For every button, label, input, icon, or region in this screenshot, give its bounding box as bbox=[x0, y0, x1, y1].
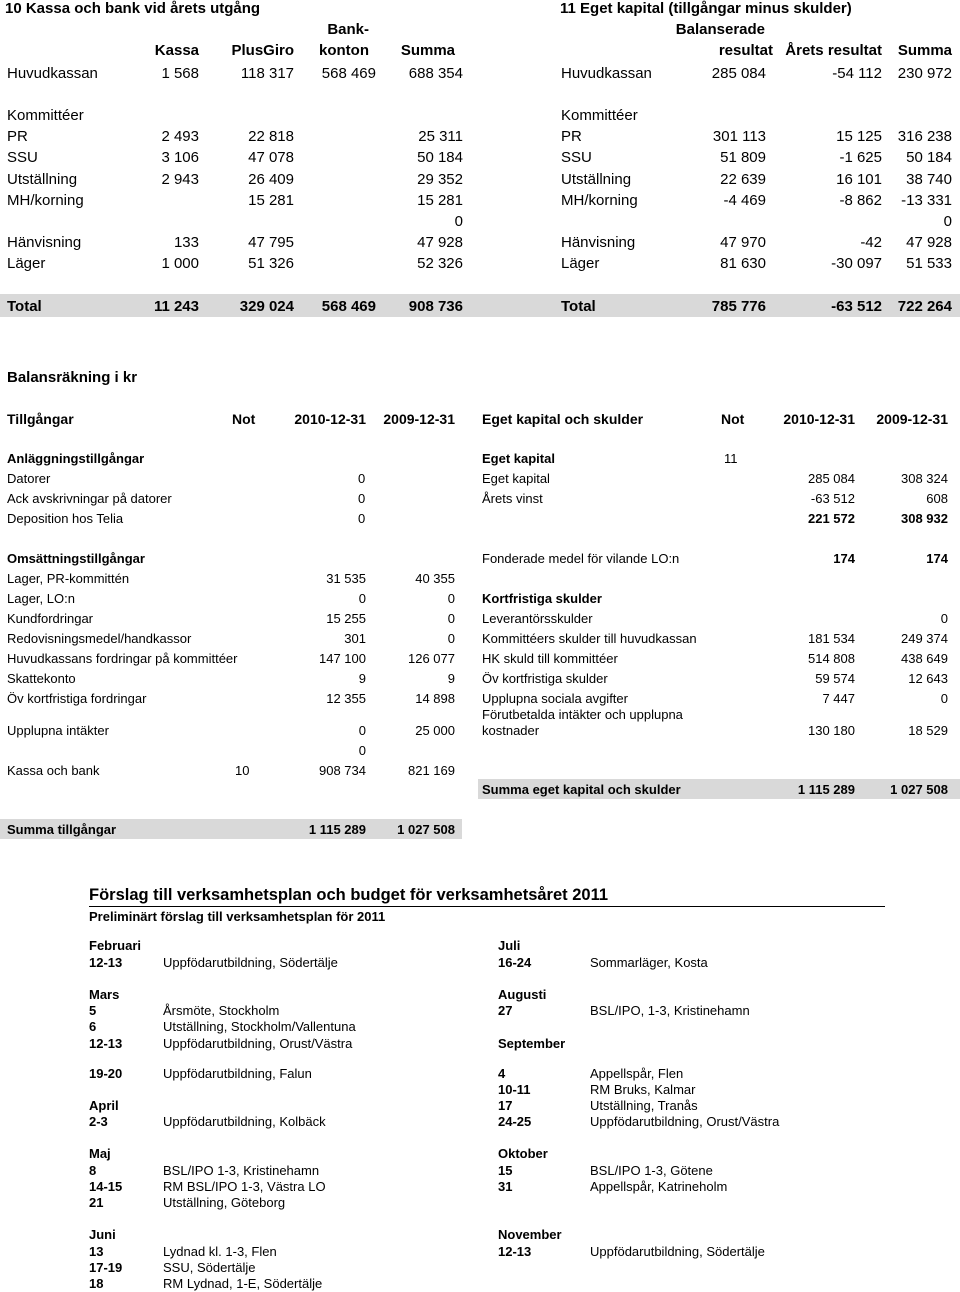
table-cell: 16 101 bbox=[836, 170, 882, 188]
col-header: Not bbox=[721, 411, 745, 427]
table-row-label: Huvudkassan bbox=[7, 65, 98, 82]
total-cell: 1 027 508 bbox=[890, 782, 948, 797]
col-header: Not bbox=[232, 411, 256, 427]
balance-cell: 12 355 bbox=[326, 691, 366, 706]
table-row-label: Kommittéer bbox=[561, 107, 638, 125]
plan-date: 8 bbox=[89, 1163, 97, 1178]
table-cell: 47 078 bbox=[248, 149, 294, 167]
table-cell: 15 125 bbox=[836, 128, 882, 146]
plan-date: 15 bbox=[498, 1163, 513, 1178]
total-cell: 568 469 bbox=[321, 298, 376, 315]
table-cell: 47 970 bbox=[720, 233, 766, 251]
balance-cell: 0 bbox=[447, 611, 455, 626]
title-underline bbox=[89, 906, 885, 907]
balance-row-label: Kortfristiga skulder bbox=[482, 591, 602, 606]
plan-date: 10-11 bbox=[498, 1082, 531, 1097]
total-cell: 1 027 508 bbox=[397, 822, 455, 837]
table-row-label: Hänvisning bbox=[561, 233, 636, 251]
plan-month: Februari bbox=[89, 938, 142, 953]
balance-row-label: Eget kapital bbox=[482, 471, 550, 486]
plan-title: Förslag till verksamhetsplan och budget för verksamhetsåret 2011 bbox=[89, 886, 609, 904]
balance-cell: 59 574 bbox=[815, 671, 855, 686]
balance-cell: 0 bbox=[447, 631, 455, 646]
balance-cell: 14 898 bbox=[415, 691, 455, 706]
total-cell: 908 736 bbox=[408, 298, 463, 315]
balance-row-label: Omsättningstillgångar bbox=[7, 551, 145, 566]
balance-cell: 9 bbox=[358, 671, 366, 686]
table-row-label: Utställning bbox=[7, 170, 78, 188]
table-row-label: Huvudkassan bbox=[561, 65, 652, 82]
table-cell: 15 281 bbox=[248, 191, 294, 209]
plan-date: 13 bbox=[89, 1244, 104, 1259]
col-header: konton bbox=[319, 42, 369, 59]
total-cell: 329 024 bbox=[239, 298, 294, 315]
table-cell: -42 bbox=[860, 233, 882, 251]
total-label: Total bbox=[561, 298, 596, 315]
totals-band bbox=[0, 294, 960, 317]
plan-event: Uppfödarutbildning, Orust/Västra bbox=[590, 1114, 780, 1129]
balance-row-label: Deposition hos Telia bbox=[7, 511, 124, 526]
plan-date: 4 bbox=[498, 1066, 506, 1081]
balance-cell: 0 bbox=[447, 591, 455, 606]
table-cell: -1 625 bbox=[839, 149, 882, 167]
total-cell: -63 512 bbox=[831, 298, 882, 315]
balance-cell: 12 643 bbox=[908, 671, 948, 686]
balance-row-label: Redovisningsmedel/handkassor bbox=[7, 631, 192, 646]
plan-event: SSU, Södertälje bbox=[163, 1260, 256, 1275]
table-cell: 688 354 bbox=[408, 65, 463, 82]
total-label: Summa eget kapital och skulder bbox=[482, 782, 681, 797]
balance-row-label: Huvudkassans fordringar på kommittéer bbox=[7, 651, 238, 666]
table-cell: 47 928 bbox=[417, 233, 463, 251]
table-cell: 316 238 bbox=[897, 128, 952, 146]
table-cell: 1 568 bbox=[161, 65, 199, 82]
table-cell: 0 bbox=[943, 212, 952, 230]
table-cell: 285 084 bbox=[711, 65, 766, 82]
table-row-label: Läger bbox=[7, 254, 46, 272]
table-row-label: Hänvisning bbox=[7, 233, 82, 251]
plan-event: Uppfödarutbildning, Kolbäck bbox=[163, 1114, 326, 1129]
plan-month: September bbox=[498, 1036, 566, 1051]
balance-row-label: Eget kapital bbox=[482, 451, 555, 466]
table-row-label: MH/korning bbox=[561, 191, 638, 209]
balance-note: 0 bbox=[358, 471, 366, 486]
balance-row-label: Skattekonto bbox=[7, 671, 76, 686]
section-11-title: 11 Eget kapital (tillgångar minus skulder) bbox=[560, 0, 852, 17]
balance-cell: 0 bbox=[358, 723, 366, 738]
table-cell: 22 639 bbox=[720, 170, 766, 188]
table-cell: 47 928 bbox=[906, 233, 952, 251]
plan-date: 24-25 bbox=[498, 1114, 532, 1129]
total-cell: 1 115 289 bbox=[308, 822, 366, 837]
balance-row-label: Lager, LO:n bbox=[7, 591, 75, 606]
balance-cell: 249 374 bbox=[901, 631, 948, 646]
table-cell: 47 795 bbox=[248, 233, 294, 251]
balance-row-label: Upplupna sociala avgifter bbox=[482, 691, 628, 706]
balance-row-label: Upplupna intäkter bbox=[7, 723, 109, 738]
col-header: 2009-12-31 bbox=[876, 411, 948, 427]
col-header: Eget kapital och skulder bbox=[482, 411, 644, 427]
plan-event: Utställning, Tranås bbox=[590, 1098, 698, 1113]
balance-row-label: Lager, PR-kommittén bbox=[7, 571, 130, 586]
plan-month: November bbox=[498, 1227, 562, 1242]
plan-date: 18 bbox=[89, 1276, 104, 1291]
col-header: Summa bbox=[400, 42, 455, 59]
plan-month: Augusti bbox=[498, 987, 547, 1002]
col-header: Balanserade bbox=[675, 21, 765, 38]
plan-date: 2-3 bbox=[89, 1114, 108, 1129]
plan-event: Utställning, Göteborg bbox=[163, 1195, 286, 1210]
balance-cell: 514 808 bbox=[808, 651, 855, 666]
plan-date: 14-15 bbox=[89, 1179, 123, 1194]
plan-event: Uppfödarutbildning, Orust/Västra bbox=[163, 1036, 353, 1051]
plan-event: Uppfödarutbildning, Falun bbox=[163, 1066, 312, 1081]
col-header: Tillgångar bbox=[7, 411, 74, 427]
plan-event: BSL/IPO 1-3, Götene bbox=[590, 1163, 713, 1178]
balance-row-label: Ack avskrivningar på datorer bbox=[7, 491, 172, 506]
plan-date: 21 bbox=[89, 1195, 104, 1210]
table-cell: 301 113 bbox=[712, 128, 766, 146]
col-header: 2010-12-31 bbox=[783, 411, 855, 427]
col-header: resultat bbox=[718, 42, 773, 59]
plan-date: 31 bbox=[498, 1179, 513, 1194]
section-10-title: 10 Kassa och bank vid årets utgång bbox=[5, 0, 261, 17]
col-header: PlusGiro bbox=[231, 42, 294, 59]
table-row-label: SSU bbox=[7, 149, 38, 167]
plan-event: RM Lydnad, 1-E, Södertälje bbox=[163, 1276, 323, 1291]
col-header: Årets resultat bbox=[785, 42, 882, 59]
balance-cell: 285 084 bbox=[808, 471, 855, 486]
balance-cell: 0 bbox=[940, 691, 948, 706]
table-cell: 230 972 bbox=[897, 65, 952, 82]
plan-event: Lydnad kl. 1-3, Flen bbox=[163, 1244, 277, 1259]
table-cell: 51 326 bbox=[248, 254, 294, 272]
plan-event: Sommarläger, Kosta bbox=[590, 955, 708, 970]
balance-cell: 40 355 bbox=[415, 571, 455, 586]
table-row-label: PR bbox=[561, 128, 582, 146]
plan-month: Juli bbox=[498, 938, 521, 953]
total-cell: 11 243 bbox=[153, 298, 199, 315]
table-row-label: SSU bbox=[561, 149, 592, 167]
balance-cell: 0 bbox=[358, 743, 366, 758]
table-row-label: MH/korning bbox=[7, 191, 84, 209]
balance-row-label: Kassa och bank bbox=[7, 763, 100, 778]
table-cell: 2 943 bbox=[161, 170, 199, 188]
plan-subtitle: Preliminärt förslag till verksamhetsplan för 2011 bbox=[89, 909, 386, 924]
balance-cell: 31 535 bbox=[326, 571, 366, 586]
col-header: 2010-12-31 bbox=[294, 411, 366, 427]
plan-event: RM Bruks, Kalmar bbox=[590, 1082, 696, 1097]
table-cell: 25 311 bbox=[418, 128, 463, 146]
balance-row-label: Datorer bbox=[7, 471, 51, 486]
balance-cell: 174 bbox=[833, 551, 855, 566]
table-cell: -13 331 bbox=[901, 191, 952, 209]
balance-row-label: Förutbetalda intäkter och upplupna bbox=[482, 707, 683, 722]
table-cell: 50 184 bbox=[417, 149, 463, 167]
plan-month: Maj bbox=[89, 1146, 111, 1161]
table-cell: 81 630 bbox=[720, 254, 766, 272]
table-cell: -30 097 bbox=[831, 254, 882, 272]
balance-cell: 130 180 bbox=[808, 723, 855, 738]
table-cell: 2 493 bbox=[161, 128, 199, 146]
total-cell: 1 115 289 bbox=[797, 782, 855, 797]
balance-cell: 9 bbox=[447, 671, 455, 686]
plan-month: Juni bbox=[89, 1227, 116, 1242]
table-cell: 15 281 bbox=[417, 191, 463, 209]
balance-row-label: Årets vinst bbox=[482, 491, 543, 506]
plan-date: 6 bbox=[89, 1019, 97, 1034]
total-label: Summa tillgångar bbox=[7, 822, 117, 837]
table-cell: 568 469 bbox=[321, 65, 376, 82]
table-cell: 133 bbox=[173, 233, 199, 251]
table-row-label: Läger bbox=[561, 254, 600, 272]
plan-event: BSL/IPO, 1-3, Kristinehamn bbox=[590, 1003, 750, 1018]
balance-cell: 25 000 bbox=[415, 723, 455, 738]
balance-cell: 181 534 bbox=[808, 631, 855, 646]
balance-cell: 308 932 bbox=[901, 511, 948, 526]
balance-cell: 0 bbox=[940, 611, 948, 626]
balance-cell: 147 100 bbox=[319, 651, 366, 666]
balance-cell: 301 bbox=[344, 631, 366, 646]
plan-date: 27 bbox=[498, 1003, 513, 1018]
col-header: Bank- bbox=[327, 21, 369, 38]
table-cell: 22 818 bbox=[248, 128, 294, 146]
balance-cell: 174 bbox=[926, 551, 948, 566]
total-label: Total bbox=[7, 298, 42, 315]
table-cell: -8 862 bbox=[839, 191, 882, 209]
balance-row-label: Anläggningstillgångar bbox=[7, 451, 145, 466]
balance-title: Balansräkning i kr bbox=[7, 369, 138, 386]
table-row-label: Utställning bbox=[561, 170, 632, 188]
table-cell: -54 112 bbox=[832, 65, 882, 82]
plan-event: RM BSL/IPO 1-3, Västra LO bbox=[163, 1179, 326, 1194]
table-cell: 50 184 bbox=[906, 149, 952, 167]
table-cell: 118 317 bbox=[240, 65, 294, 82]
balance-cell: -63 512 bbox=[810, 491, 855, 506]
plan-date: 12-13 bbox=[89, 1036, 123, 1051]
balance-row-label: Öv kortfristiga fordringar bbox=[7, 691, 147, 706]
plan-month: April bbox=[89, 1098, 119, 1113]
table-cell: 1 000 bbox=[161, 254, 199, 272]
balance-note: 0 bbox=[358, 511, 366, 526]
table-cell: 0 bbox=[454, 212, 463, 230]
balance-cell: 908 734 bbox=[319, 763, 366, 778]
plan-date: 19-20 bbox=[89, 1066, 123, 1081]
plan-month: Mars bbox=[89, 987, 120, 1002]
balance-cell: 18 529 bbox=[908, 723, 948, 738]
plan-date: 12-13 bbox=[498, 1244, 532, 1259]
plan-event: BSL/IPO 1-3, Kristinehamn bbox=[163, 1163, 320, 1178]
balance-row-label: Leverantörsskulder bbox=[482, 611, 593, 626]
plan-date: 17 bbox=[498, 1098, 513, 1113]
plan-event: Uppfödarutbildning, Södertälje bbox=[163, 955, 338, 970]
balance-row-label: Kundfordringar bbox=[7, 611, 93, 626]
balance-row-label: HK skuld till kommittéer bbox=[482, 651, 618, 666]
plan-date: 5 bbox=[89, 1003, 97, 1018]
total-cell: 722 264 bbox=[897, 298, 952, 315]
balance-cell: 438 649 bbox=[901, 651, 948, 666]
balance-cell: 821 169 bbox=[408, 763, 455, 778]
balance-cell: 608 bbox=[926, 491, 948, 506]
plan-event: Appellspår, Flen bbox=[590, 1066, 684, 1081]
balance-note: 0 bbox=[358, 491, 366, 506]
table-cell: 29 352 bbox=[417, 170, 463, 188]
balance-cell: 308 324 bbox=[901, 471, 948, 486]
table-cell: 51 809 bbox=[720, 149, 766, 167]
balance-row-label: Öv kortfristiga skulder bbox=[482, 671, 608, 686]
table-row-label: PR bbox=[7, 128, 28, 146]
col-header: Kassa bbox=[154, 42, 199, 59]
total-cell: 785 776 bbox=[711, 298, 766, 315]
table-cell: 51 533 bbox=[906, 254, 952, 272]
plan-date: 12-13 bbox=[89, 955, 123, 970]
balance-cell: 0 bbox=[358, 591, 366, 606]
balance-row-label: Kommittéers skulder till huvudkassan bbox=[482, 631, 697, 646]
balance-cell: 7 447 bbox=[822, 691, 855, 706]
balance-cell: 221 572 bbox=[808, 511, 855, 526]
plan-event: Årsmöte, Stockholm bbox=[163, 1003, 280, 1018]
balance-cell: 126 077 bbox=[408, 651, 455, 666]
col-header: 2009-12-31 bbox=[383, 411, 455, 427]
plan-date: 16-24 bbox=[498, 955, 532, 970]
balance-note: 10 bbox=[235, 763, 250, 778]
plan-event: Utställning, Stockholm/Vallentuna bbox=[163, 1019, 356, 1034]
plan-month: Oktober bbox=[498, 1146, 548, 1161]
balance-cell: 15 255 bbox=[326, 611, 366, 626]
table-row-label: Kommittéer bbox=[7, 107, 84, 125]
table-cell: 3 106 bbox=[161, 149, 199, 167]
plan-event: Uppfödarutbildning, Södertälje bbox=[590, 1244, 765, 1259]
plan-event: Appellspår, Katrineholm bbox=[590, 1179, 728, 1194]
balance-row-label: kostnader bbox=[482, 723, 540, 738]
col-header: Summa bbox=[897, 42, 952, 59]
table-cell: 52 326 bbox=[417, 254, 463, 272]
table-cell: 38 740 bbox=[906, 170, 952, 188]
table-cell: -4 469 bbox=[723, 191, 766, 209]
plan-date: 17-19 bbox=[89, 1260, 123, 1275]
balance-row-label: Fonderade medel för vilande LO:n bbox=[482, 551, 680, 566]
balance-note: 11 bbox=[724, 451, 738, 466]
table-cell: 26 409 bbox=[248, 170, 294, 188]
